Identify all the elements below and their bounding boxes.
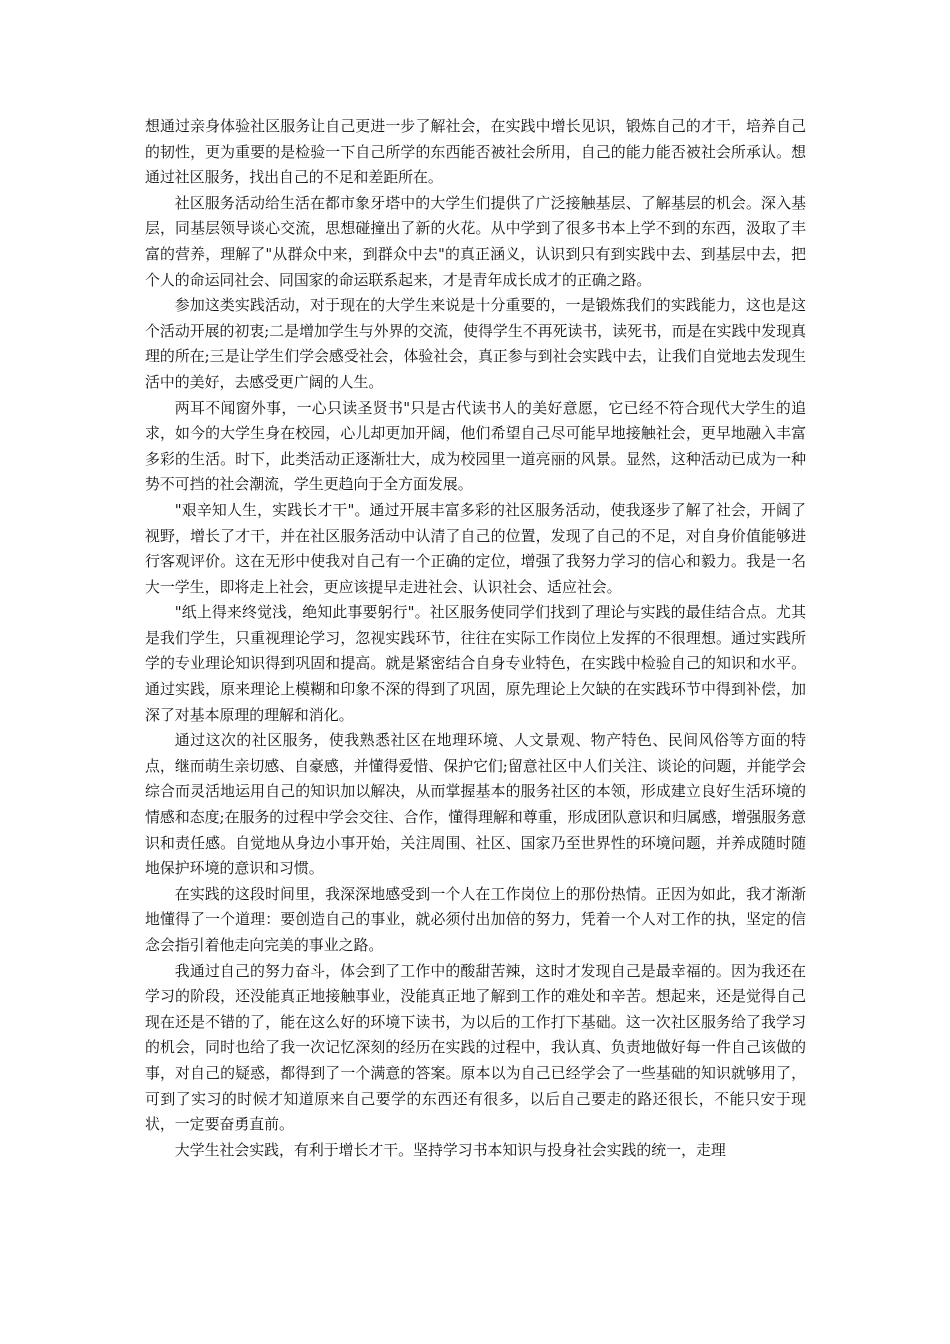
document-body xyxy=(145,114,806,1163)
paragraph: 社区服务活动给生活在都市象牙塔中的大学生们提供了广泛接触基层、了解基层的机会。深入基层，同基层领导谈心交流，思想碰撞出了新的火花。从中学到了很多书本上学不到的东西，汲取了丰富的营养，理解了"从群众中来，到群众中去"的真正涵义，认识到只有到实践中去、到基层中去，把个人的命运同社会、同国家的命运联系起来，才是青年成长成才的正确之路。 xyxy=(145,193,806,289)
paragraph: 在实践的这段时间里，我深深地感受到一个人在工作岗位上的那份热情。正因为如此，我才渐渐地懂得了一个道理：要创造自己的事业，就必须付出加倍的努力，凭着一个人对工作的执，坚定的信念会指引着他走向完美的事业之路。 xyxy=(145,884,806,954)
paragraph: "纸上得来终觉浅，绝知此事要躬行"。社区服务使同学们找到了理论与实践的最佳结合点。尤其是我们学生，只重视理论学习，忽视实践环节，往往在实际工作岗位上发挥的不很理想。通过实践所学的专业理论知识得到巩固和提高。就是紧密结合自身专业特色，在实践中检验自己的知识和水平。通过实践，原来理论上模糊和印象不深的得到了巩固，原先理论上欠缺的在实践环节中得到补偿，加深了对基本原理的理解和消化。 xyxy=(145,603,806,724)
paragraph: 想通过亲身体验社区服务让自己更进一步了解社会，在实践中增长见识，锻炼自己的才干，培养自己的韧性，更为重要的是检验一下自己所学的东西能否被社会所用，自己的能力能否被社会所承认。想通过社区服务，找出自己的不足和差距所在。 xyxy=(145,117,806,187)
paragraph: 通过这次的社区服务，使我熟悉社区在地理环境、人文景观、物产特色、民间风俗等方面的特点，继而萌生亲切感、自豪感，并懂得爱惜、保护它们;留意社区中人们关注、谈论的问题，并能学会综合而灵活地运用自己的知识加以解决，从而掌握基本的服务社区的本领，形成建立良好生活环境的情感和态度;在服务的过程中学会交往、合作，懂得理解和尊重，形成团队意识和归属感，增强服务意识和责任感。自觉地从身边小事开始，关注周围、社区、国家乃至世界性的环境问题，并养成随时随地保护环境的意识和习惯。 xyxy=(145,731,806,878)
paragraph: 我通过自己的努力奋斗，体会到了工作中的酸甜苦辣，这时才发现自己是最幸福的。因为我还在学习的阶段，还没能真正地接触事业，没能真正地了解到工作的难处和辛苦。想起来，还是觉得自己现在还是不错的了，能在这么好的环境下读书，为以后的工作打下基础。这一次社区服务给了我学习的机会，同时也给了我一次记忆深刻的经历在实践的过程中，我认真、负责地做好每一件自己该做的事，对自己的疑惑，都得到了一个满意的答案。原本以为自己已经学会了一些基础的知识就够用了，可到了实习的时候才知道原来自己要学的东西还有很多，以后自己要走的路还很长，不能只安于现状，一定要奋勇直前。 xyxy=(145,961,806,1134)
paragraph: 两耳不闻窗外事，一心只读圣贤书"只是古代读书人的美好意愿，它已经不符合现代大学生的追求，如今的大学生身在校园，心儿却更加开阔，他们希望自己尽可能早地接触社会，更早地融入丰富多彩的生活。时下，此类活动正逐渐壮大，成为校园里一道亮丽的风景。显然，这种活动已成为一种势不可挡的社会潮流，学生更趋向于全方面发展。 xyxy=(145,398,806,494)
paragraph: "艰辛知人生，实践长才干"。通过开展丰富多彩的社区服务活动，使我逐步了解了社会，开阔了视野，增长了才干，并在社区服务活动中认清了自己的位置，发现了自己的不足，对自身价值能够进行客观评价。这在无形中使我对自己有一个正确的定位，增强了我努力学习的信心和毅力。我是一名大一学生，即将走上社会，更应该提早走进社会、认识社会、适应社会。 xyxy=(145,500,806,596)
paragraph: 大学生社会实践，有利于增长才干。坚持学习书本知识与投身社会实践的统一，走理 xyxy=(174,1140,726,1159)
paragraph: 参加这类实践活动，对于现在的大学生来说是十分重要的，一是锻炼我们的实践能力，这也是这个活动开展的初衷;二是增加学生与外界的交流，使得学生不再死读书，读死书，而是在实践中发现真理的所在;三是让学生们学会感受社会，体验社会，真正参与到社会实践中去，让我们自觉地去发现生活中的美好，去感受更广阔的人生。 xyxy=(145,296,806,391)
